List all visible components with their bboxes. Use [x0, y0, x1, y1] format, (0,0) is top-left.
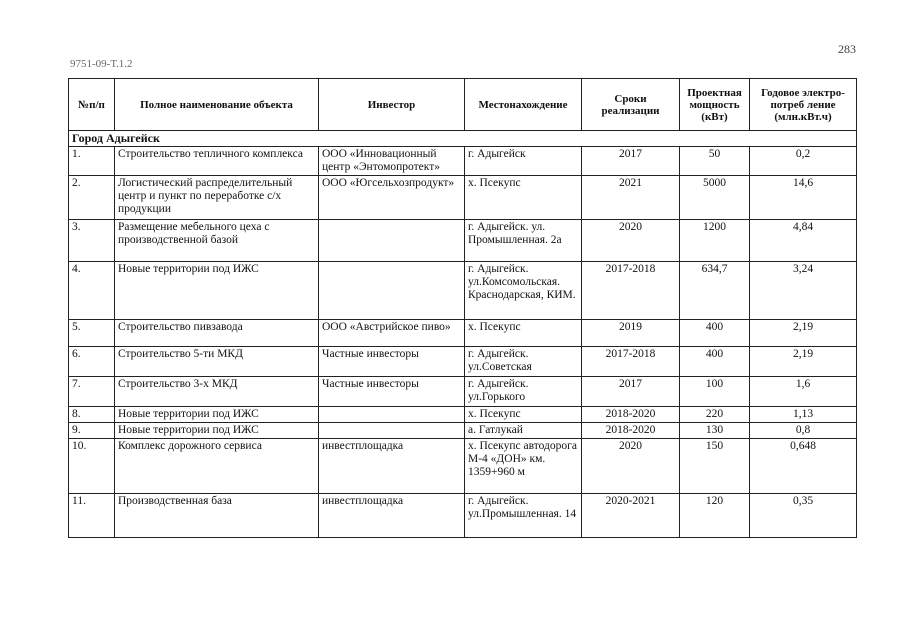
- power-cell: 130: [680, 423, 750, 439]
- investor-cell: инвестплощадка: [319, 439, 465, 494]
- investor-cell: ООО «Австрийское пиво»: [319, 320, 465, 347]
- table-row: [69, 220, 857, 262]
- term-cell: 2017-2018: [582, 347, 680, 377]
- table-row: [69, 176, 857, 220]
- consumption-cell: 3,24: [750, 262, 857, 320]
- table-row: [69, 347, 857, 377]
- row-number: 4.: [69, 262, 115, 320]
- header-term: Сроки реализации: [582, 79, 680, 131]
- location-cell: х. Псекупс: [465, 407, 582, 423]
- header-location: Местонахождение: [465, 79, 582, 131]
- object-name-cell: Строительство 5-ти МКД: [115, 347, 319, 377]
- investor-cell: [319, 423, 465, 439]
- power-cell: 400: [680, 320, 750, 347]
- investor-cell: Частные инвесторы: [319, 377, 465, 407]
- term-cell: 2017-2018: [582, 262, 680, 320]
- term-cell: 2020-2021: [582, 494, 680, 538]
- header-power: Проектная мощность (кВт): [680, 79, 750, 131]
- investor-cell: [319, 220, 465, 262]
- location-cell: г. Адыгейск. ул.Советская: [465, 347, 582, 377]
- term-cell: 2021: [582, 176, 680, 220]
- investor-cell: ООО «Югсельхозпродукт»: [319, 176, 465, 220]
- table-row: [69, 407, 857, 423]
- consumption-cell: 0,648: [750, 439, 857, 494]
- row-number: 3.: [69, 220, 115, 262]
- header-number: №п/п: [69, 79, 115, 131]
- row-number: 7.: [69, 377, 115, 407]
- power-cell: 400: [680, 347, 750, 377]
- term-cell: 2017: [582, 147, 680, 176]
- power-cell: 634,7: [680, 262, 750, 320]
- consumption-cell: 0,35: [750, 494, 857, 538]
- location-cell: г. Адыгейск. ул.Комсомольская. Краснодарская, КИМ.: [465, 262, 582, 320]
- location-cell: а. Гатлукай: [465, 423, 582, 439]
- table-row: [69, 262, 857, 320]
- location-cell: г. Адыгейск. ул.Промышленная. 14: [465, 494, 582, 538]
- header-object-name: Полное наименование объекта: [115, 79, 319, 131]
- term-cell: 2019: [582, 320, 680, 347]
- term-cell: 2018-2020: [582, 423, 680, 439]
- row-number: 6.: [69, 347, 115, 377]
- object-name-cell: Логистический распределительный центр и пункт по переработке с/х продукции: [115, 176, 319, 220]
- consumption-cell: 0,2: [750, 147, 857, 176]
- object-name-cell: Строительство 3-х МКД: [115, 377, 319, 407]
- row-number: 2.: [69, 176, 115, 220]
- consumption-cell: 1,6: [750, 377, 857, 407]
- term-cell: 2020: [582, 220, 680, 262]
- power-cell: 5000: [680, 176, 750, 220]
- table-row: [69, 320, 857, 347]
- header-investor: Инвестор: [319, 79, 465, 131]
- consumption-cell: 4,84: [750, 220, 857, 262]
- power-cell: 1200: [680, 220, 750, 262]
- object-name-cell: Производственная база: [115, 494, 319, 538]
- power-cell: 150: [680, 439, 750, 494]
- row-number: 1.: [69, 147, 115, 176]
- location-cell: г. Адыгейск. ул. Промышленная. 2а: [465, 220, 582, 262]
- row-number: 5.: [69, 320, 115, 347]
- table-row: [69, 147, 857, 176]
- term-cell: 2018-2020: [582, 407, 680, 423]
- investor-cell: ООО «Инновационный центр «Энтомопротект»: [319, 147, 465, 176]
- page-number: 283: [838, 42, 856, 56]
- object-name-cell: Новые территории под ИЖС: [115, 262, 319, 320]
- table-row: [69, 377, 857, 407]
- consumption-cell: 1,13: [750, 407, 857, 423]
- section-title: Город Адыгейск: [69, 131, 857, 147]
- document-code: 9751-09-Т.1.2: [70, 58, 133, 70]
- row-number: 10.: [69, 439, 115, 494]
- power-cell: 120: [680, 494, 750, 538]
- investment-projects-table: [68, 78, 857, 538]
- row-number: 11.: [69, 494, 115, 538]
- consumption-cell: 2,19: [750, 347, 857, 377]
- term-cell: 2017: [582, 377, 680, 407]
- power-cell: 100: [680, 377, 750, 407]
- table-row: [69, 494, 857, 538]
- object-name-cell: Строительство пивзавода: [115, 320, 319, 347]
- section-row: [69, 131, 857, 147]
- location-cell: х. Псекупс автодорога М-4 «ДОН» км. 1359+960 м: [465, 439, 582, 494]
- investor-cell: инвестплощадка: [319, 494, 465, 538]
- investor-cell: [319, 407, 465, 423]
- power-cell: 50: [680, 147, 750, 176]
- object-name-cell: Новые территории под ИЖС: [115, 423, 319, 439]
- location-cell: г. Адыгейск: [465, 147, 582, 176]
- table-row: [69, 439, 857, 494]
- power-cell: 220: [680, 407, 750, 423]
- row-number: 9.: [69, 423, 115, 439]
- table-row: [69, 423, 857, 439]
- object-name-cell: Комплекс дорожного сервиса: [115, 439, 319, 494]
- consumption-cell: 2,19: [750, 320, 857, 347]
- header-consumption: Годовое электро-потреб ление (млн.кВт.ч): [750, 79, 857, 131]
- object-name-cell: Новые территории под ИЖС: [115, 407, 319, 423]
- table-header-row: [69, 79, 857, 131]
- location-cell: х. Псекупс: [465, 176, 582, 220]
- consumption-cell: 0,8: [750, 423, 857, 439]
- term-cell: 2020: [582, 439, 680, 494]
- location-cell: х. Псекупс: [465, 320, 582, 347]
- object-name-cell: Размещение мебельного цеха с производственной базой: [115, 220, 319, 262]
- consumption-cell: 14,6: [750, 176, 857, 220]
- location-cell: г. Адыгейск. ул.Горького: [465, 377, 582, 407]
- investor-cell: [319, 262, 465, 320]
- row-number: 8.: [69, 407, 115, 423]
- investor-cell: Частные инвесторы: [319, 347, 465, 377]
- object-name-cell: Строительство тепличного комплекса: [115, 147, 319, 176]
